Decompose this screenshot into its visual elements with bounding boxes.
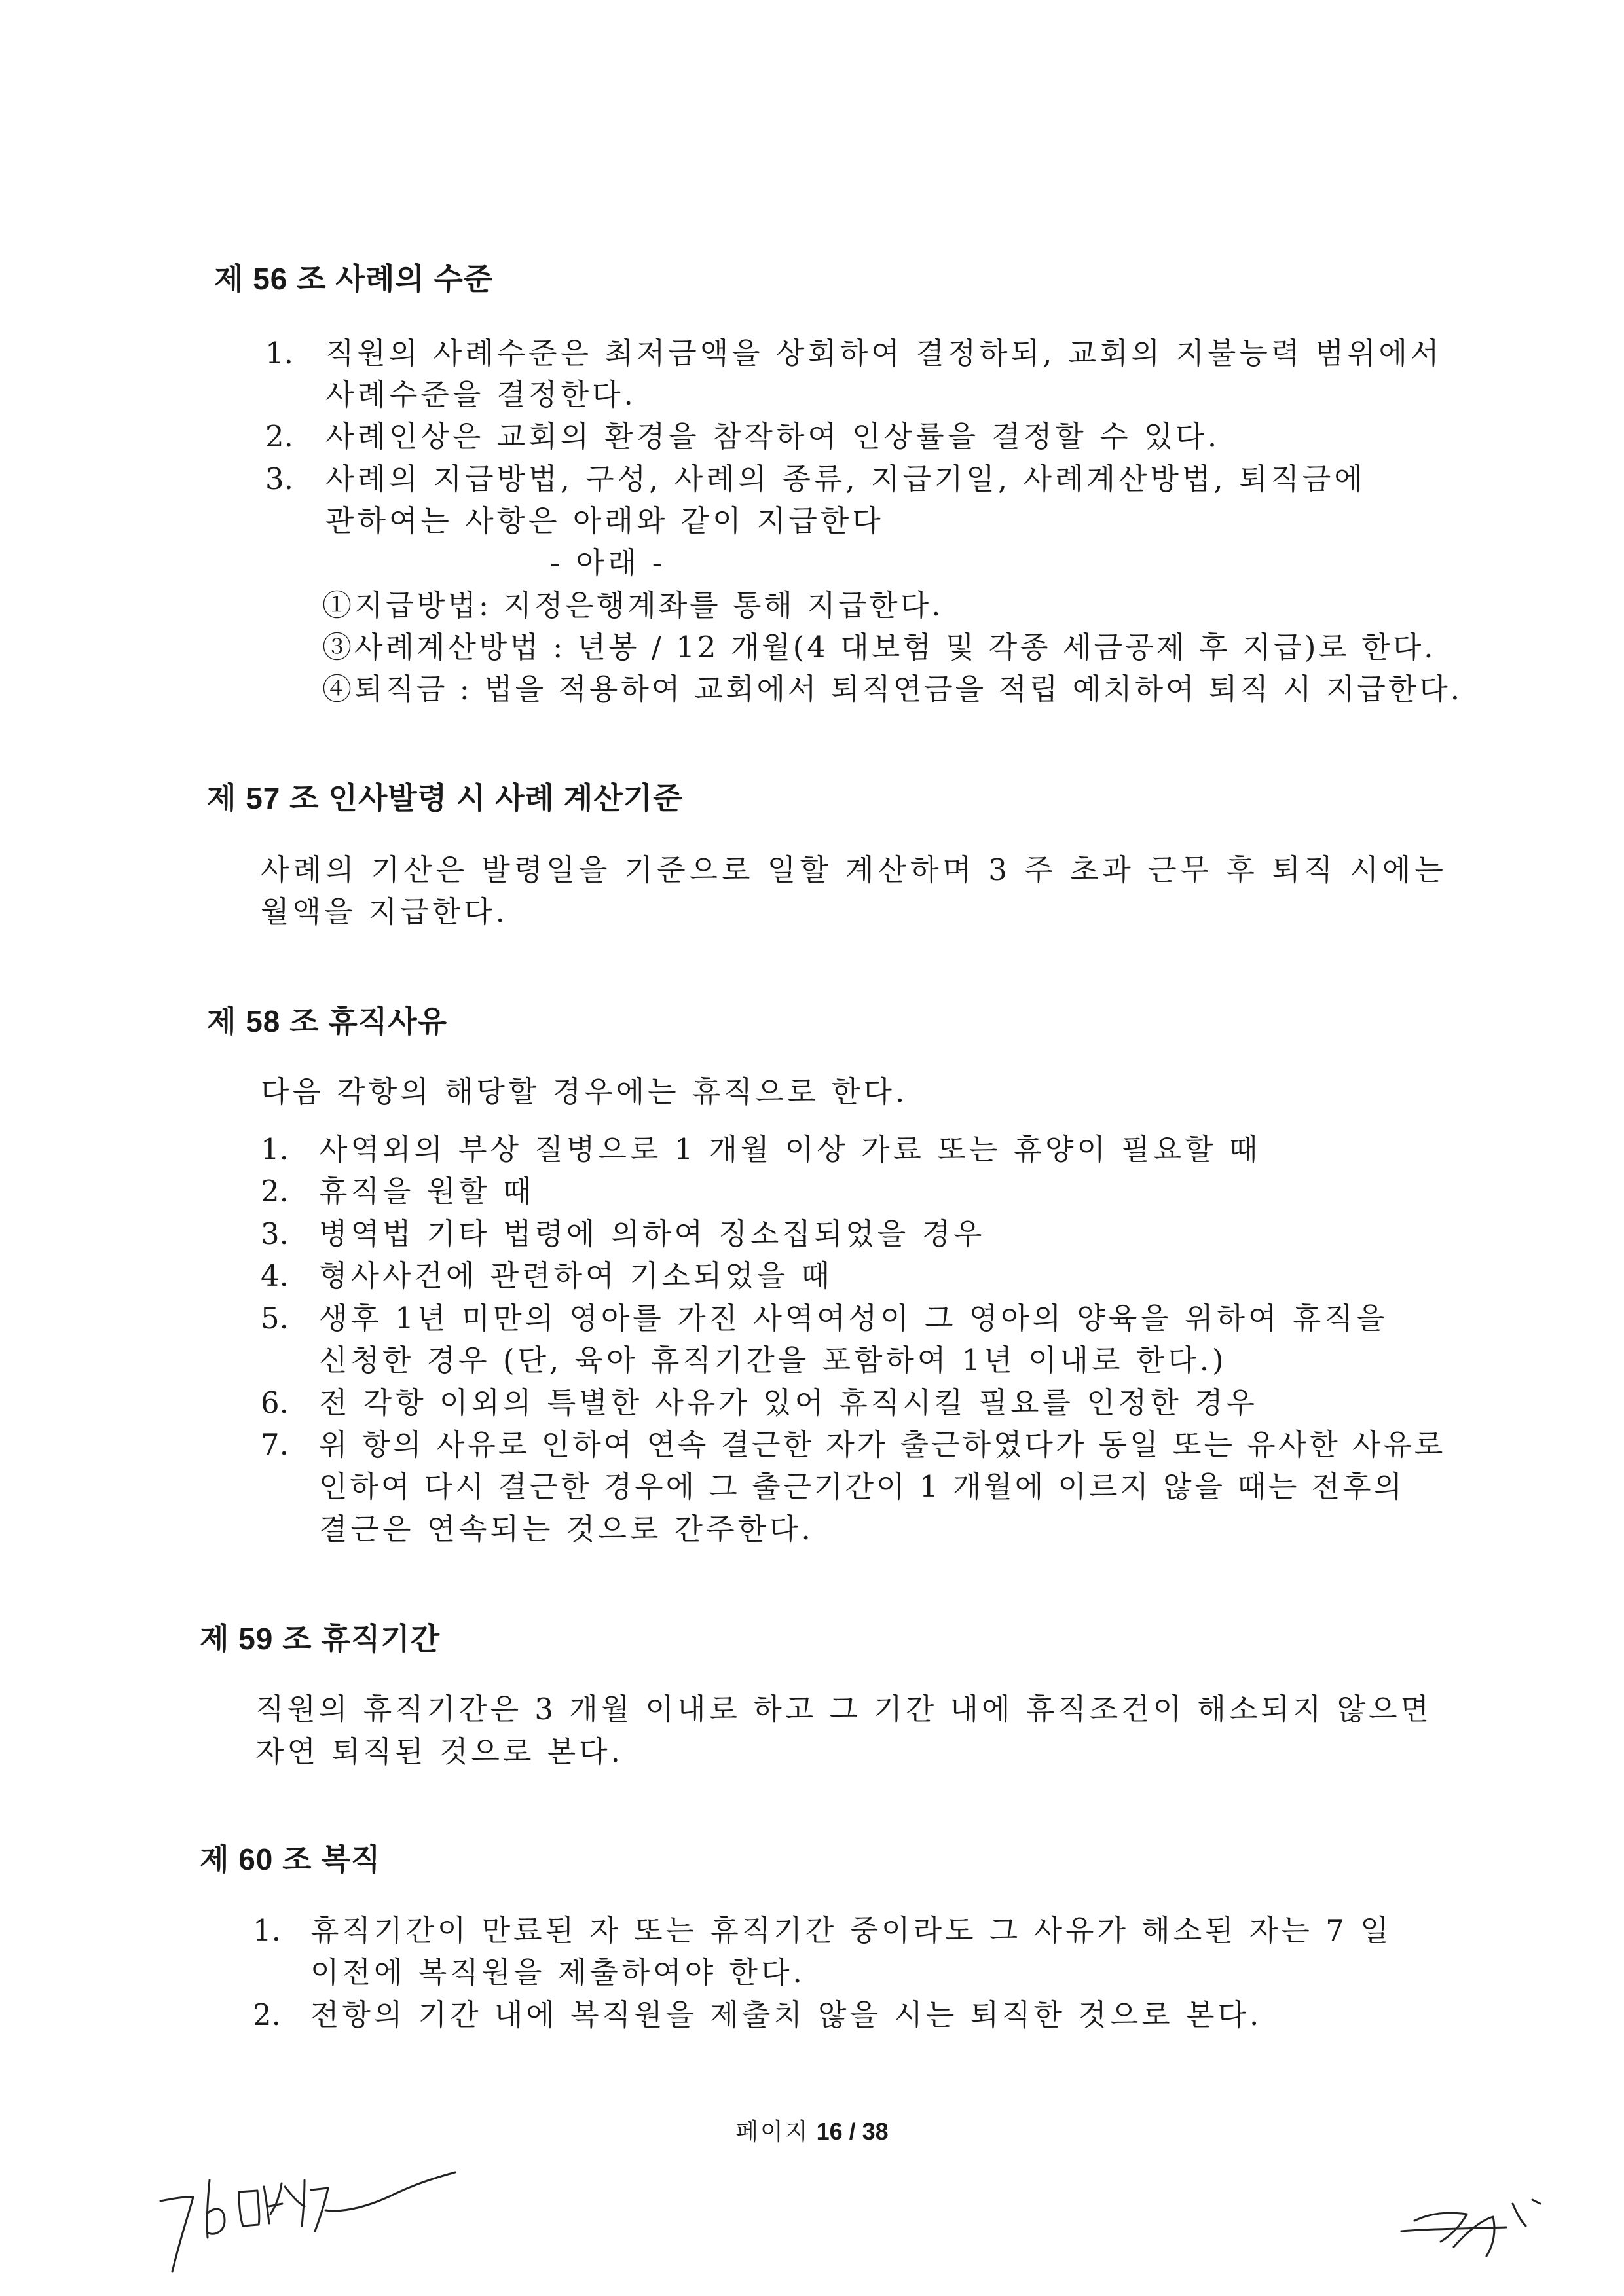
art58-intro: 다음 각항의 해당할 경우에는 휴직으로 한다. bbox=[261, 1074, 908, 1109]
art59-body-line-2: 자연 퇴직된 것으로 본다. bbox=[255, 1734, 623, 1769]
art58-item-2-line-1: 휴직을 원할 때 bbox=[319, 1174, 535, 1209]
left-signature bbox=[147, 2160, 462, 2278]
art56-item-1-line-1: 직원의 사례수준은 최저금액을 상회하여 결정하되, 교회의 지불능력 범위에서 bbox=[325, 336, 1443, 371]
art58-item-6-line-1: 전 각항 이외의 특별한 사유가 있어 휴직시킬 필요를 인정한 경우 bbox=[319, 1385, 1258, 1420]
art57-body-line-2: 월액을 지급한다. bbox=[261, 894, 508, 929]
art56-item-3-line-1: 사례의 지급방법, 구성, 사례의 종류, 지급기일, 사례계산방법, 퇴직금에 bbox=[325, 462, 1366, 496]
art56-item-1-number: 1. bbox=[265, 336, 293, 371]
art58-item-2-number: 2. bbox=[261, 1174, 289, 1209]
art56-item-2-line-1: 사례인상은 교회의 환경을 참작하여 인상률을 결정할 수 있다. bbox=[325, 419, 1221, 454]
art58-item-4-line-1: 형사사건에 관련하여 기소되었을 때 bbox=[319, 1258, 833, 1293]
art58-item-7-number: 7. bbox=[261, 1427, 289, 1462]
art58-item-5-line-1: 생후 1년 미만의 영아를 가진 사역여성이 그 영아의 양육을 위하여 휴직을 bbox=[319, 1301, 1388, 1336]
article-57-heading: 제 57 조 인사발령 시 사례 계산기준 bbox=[207, 781, 683, 815]
art60-item-1-number: 1. bbox=[253, 1913, 281, 1948]
art56-below-label: - 아래 - bbox=[550, 545, 665, 580]
art57-body-line-1: 사례의 기산은 발령일을 기준으로 일할 계산하며 3 주 초과 근무 후 퇴직 시에는 bbox=[261, 852, 1447, 887]
art58-item-6-number: 6. bbox=[261, 1385, 289, 1420]
art58-item-5-number: 5. bbox=[261, 1301, 289, 1336]
art56-sub-item-1: ①지급방법: 지정은행계좌를 통해 지급한다. bbox=[322, 588, 944, 623]
page-footer-label: 페이지 bbox=[735, 2119, 810, 2145]
article-59-heading: 제 59 조 휴직기간 bbox=[200, 1622, 441, 1656]
art58-item-1-line-1: 사역외의 부상 질병으로 1 개월 이상 가료 또는 휴양이 필요할 때 bbox=[319, 1132, 1261, 1167]
article-58-heading: 제 58 조 휴직사유 bbox=[207, 1004, 448, 1038]
art59-body-line-1: 직원의 휴직기간은 3 개월 이내로 하고 그 기간 내에 휴직조건이 해소되지 않으면 bbox=[255, 1692, 1433, 1726]
article-56-heading: 제 56 조 사례의 수준 bbox=[214, 262, 494, 296]
art58-item-1-number: 1. bbox=[261, 1132, 289, 1167]
art58-item-7-line-2: 인하여 다시 결근한 경우에 그 출근기간이 1 개월에 이르지 않을 때는 전후의 bbox=[319, 1469, 1405, 1504]
page-number: 16 / 38 bbox=[816, 2118, 889, 2145]
art56-item-3-number: 3. bbox=[265, 462, 293, 496]
art56-sub-item-3: ③사례계산방법 : 년봉 / 12 개월(4 대보험 및 각종 세금공제 후 지급)로 한다. bbox=[322, 630, 1436, 665]
article-60-heading: 제 60 조 복직 bbox=[200, 1842, 381, 1876]
art56-item-3-line-2: 관하여는 사항은 아래와 같이 지급한다 bbox=[325, 503, 884, 538]
art58-item-7-line-1: 위 항의 사유로 인하여 연속 결근한 자가 출근하였다가 동일 또는 유사한 사유로 bbox=[319, 1427, 1446, 1462]
art58-item-4-number: 4. bbox=[261, 1258, 289, 1293]
art60-item-1-line-1: 휴직기간이 만료된 자 또는 휴직기간 중이라도 그 사유가 해소된 자는 7 일 bbox=[310, 1913, 1392, 1948]
art60-item-2-number: 2. bbox=[253, 1997, 281, 2032]
art56-sub-item-4: ④퇴직금 : 법을 적용하여 교회에서 퇴직연금을 적립 예치하여 퇴직 시 지급한다. bbox=[322, 672, 1463, 706]
art56-item-1-line-2: 사례수준을 결정한다. bbox=[325, 377, 637, 412]
art58-item-5-line-2: 신청한 경우 (단, 육아 휴직기간을 포함하여 1년 이내로 한다.) bbox=[319, 1343, 1227, 1377]
art60-item-1-line-2: 이전에 복직원을 제출하여야 한다. bbox=[310, 1955, 805, 1990]
page-footer bbox=[0, 2113, 1624, 2147]
right-signature bbox=[1395, 2174, 1591, 2272]
art58-item-7-line-3: 결근은 연속되는 것으로 간주한다. bbox=[319, 1512, 814, 1546]
art58-item-3-number: 3. bbox=[261, 1216, 289, 1251]
art58-item-3-line-1: 병역법 기타 법령에 의하여 징소집되었을 경우 bbox=[319, 1216, 986, 1251]
art56-item-2-number: 2. bbox=[265, 419, 293, 454]
art60-item-2-line-1: 전항의 기간 내에 복직원을 제출치 않을 시는 퇴직한 것으로 본다. bbox=[310, 1997, 1263, 2032]
